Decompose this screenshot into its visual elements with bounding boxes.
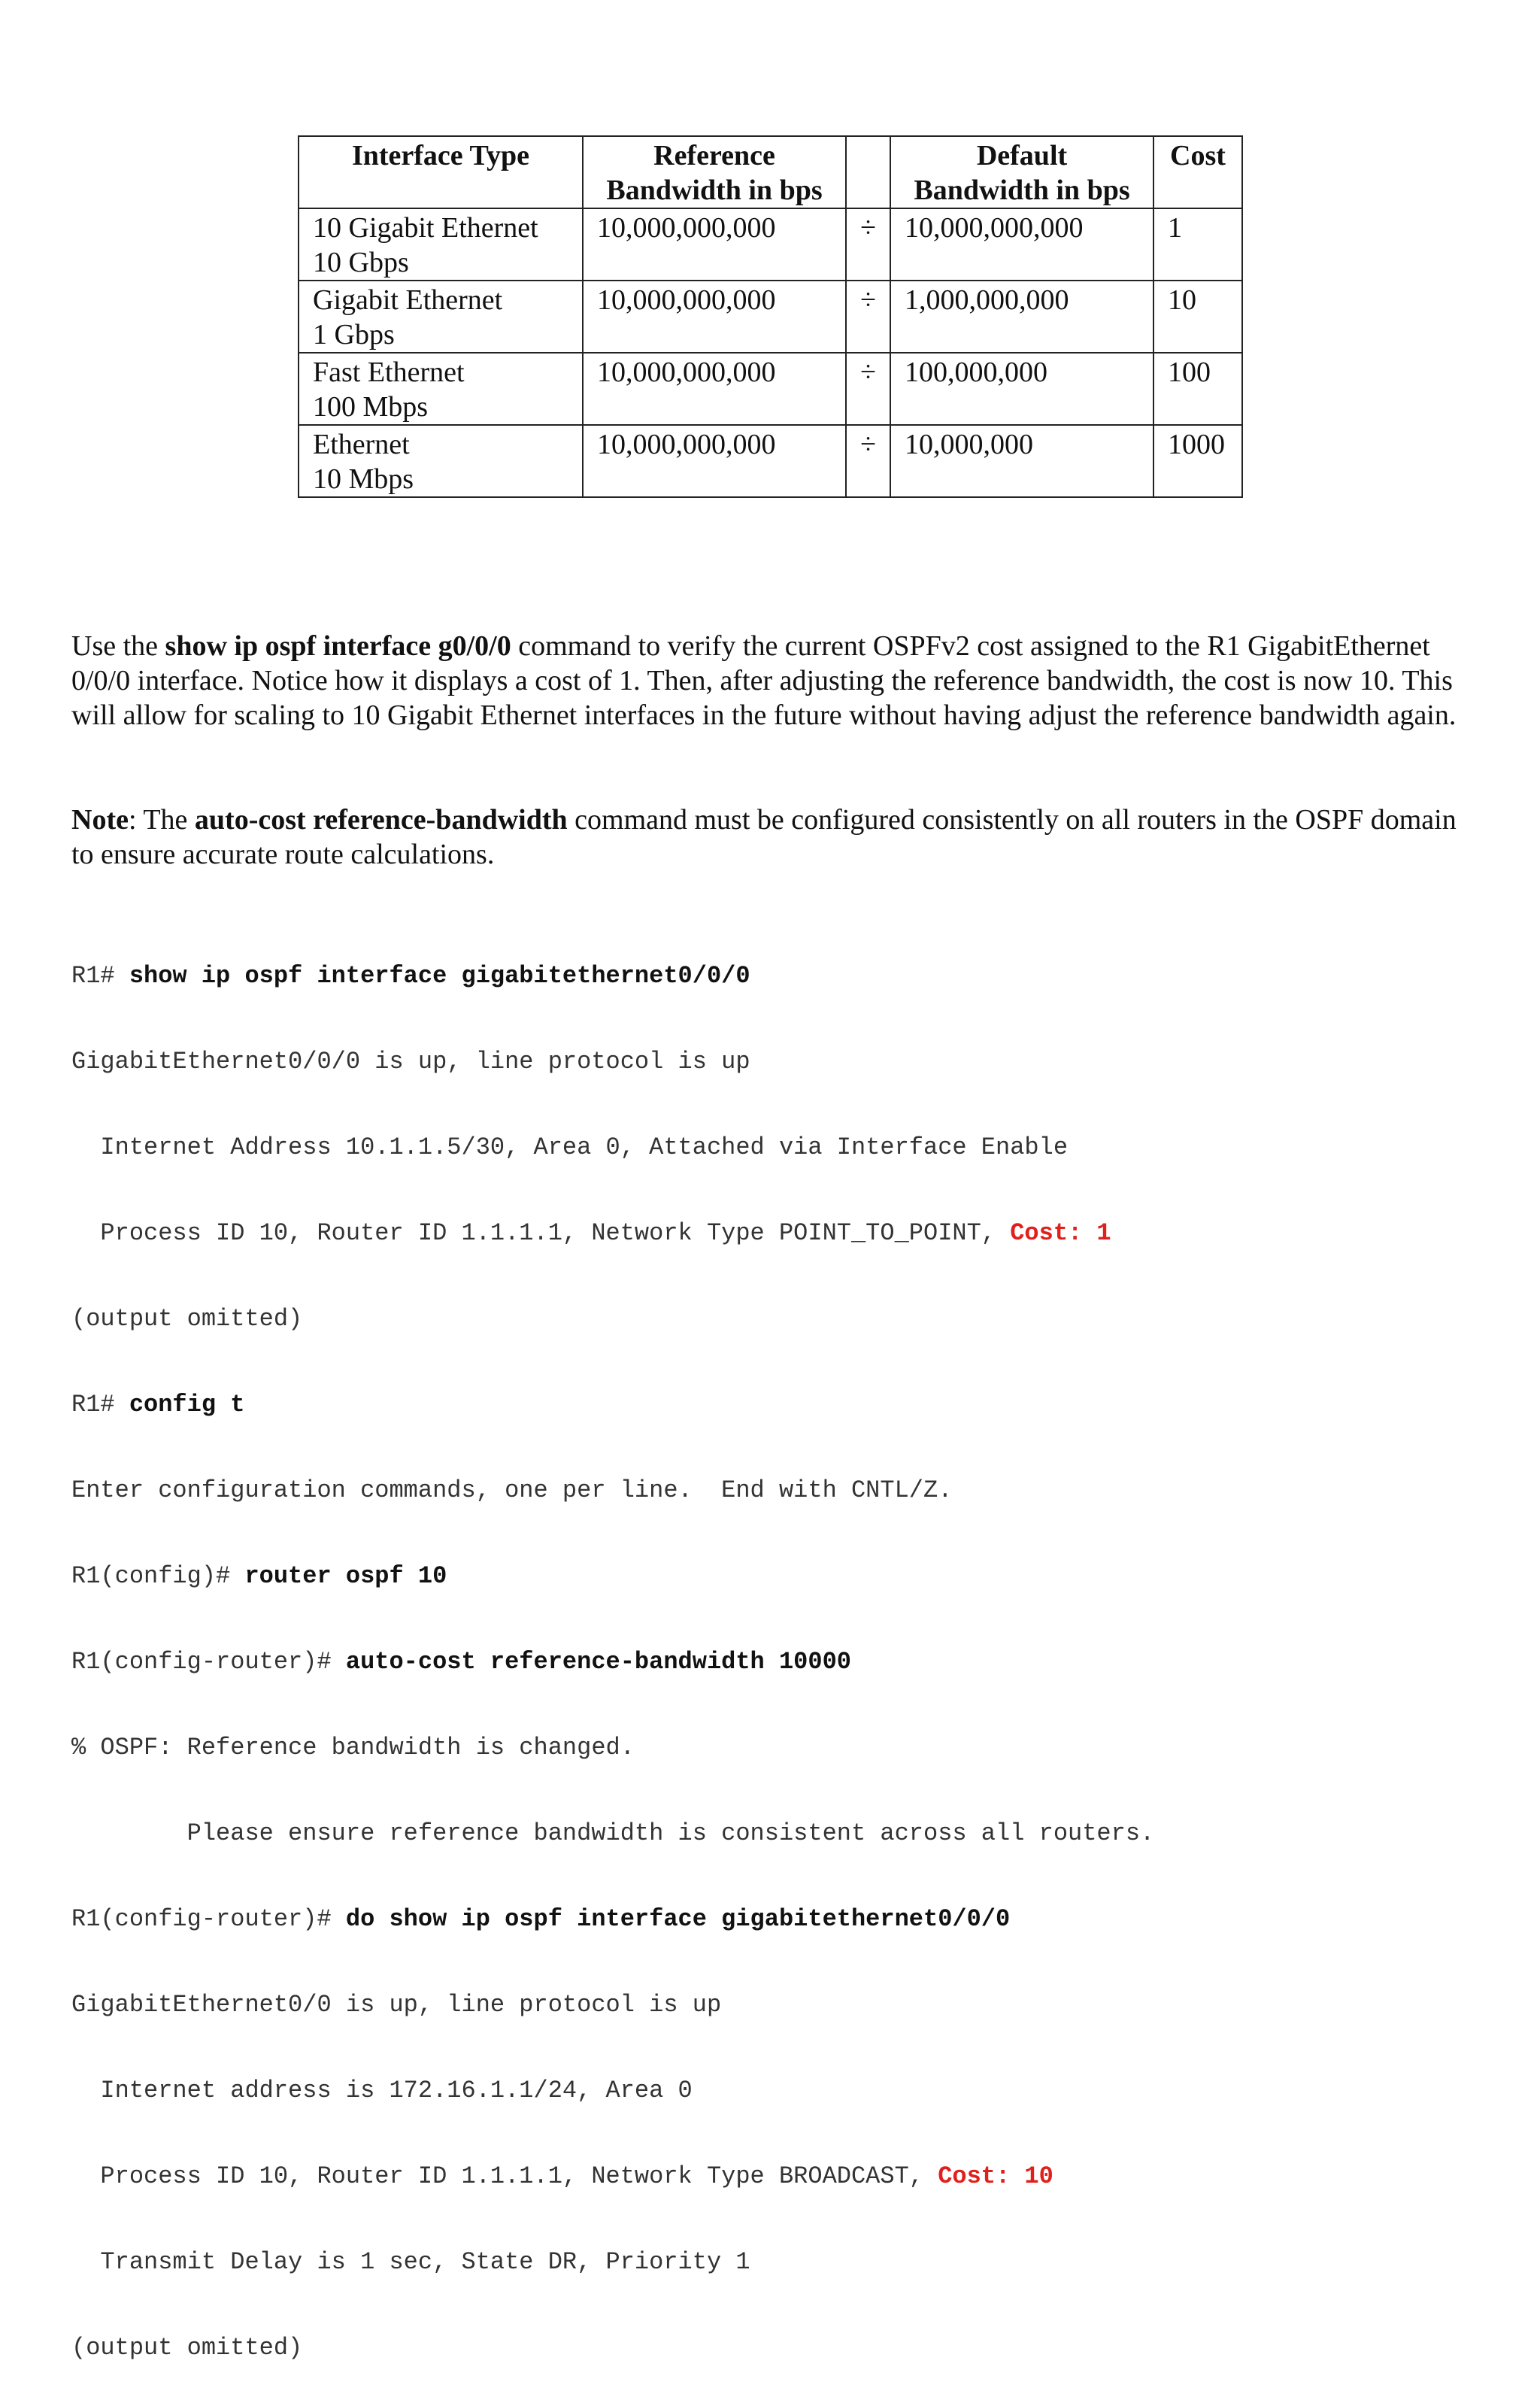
cell-interface-type: Ethernet 10 Mbps xyxy=(299,425,583,497)
cli-command: router ospf 10 xyxy=(244,1562,447,1590)
table-row xyxy=(299,208,1242,281)
cell-default-bandwidth: 10,000,000,000 xyxy=(890,208,1153,281)
cost-highlight: Cost: 1 xyxy=(1010,1219,1111,1247)
cell-interface-type: Gigabit Ethernet 1 Gbps xyxy=(299,281,583,353)
cli-output-line: Process ID 10, Router ID 1.1.1.1, Network Type POINT_TO_POINT, Cost: 1 xyxy=(71,1219,1111,1247)
header-reference-bandwidth: Reference Bandwidth in bps xyxy=(583,136,846,208)
cli-command-line: R1(config-router)# auto-cost reference-bandwidth 10000 xyxy=(71,1648,851,1676)
cell-interface-type: 10 Gigabit Ethernet 10 Gbps xyxy=(299,208,583,281)
cli-output-line: Please ensure reference bandwidth is consistent across all routers. xyxy=(71,1819,1155,1847)
cost-highlight: Cost: 10 xyxy=(938,2162,1053,2190)
cli-output-line: Process ID 10, Router ID 1.1.1.1, Network Type BROADCAST, Cost: 10 xyxy=(71,2162,1053,2190)
table-row xyxy=(299,353,1242,425)
cell-default-bandwidth: 1,000,000,000 xyxy=(890,281,1153,353)
cli-output-line: Internet address is 172.16.1.1/24, Area 0 xyxy=(71,2077,693,2104)
paragraph-text: command to verify the current OSPFv2 cost assigned to the R1 GigabitEthernet 0/0/0 interface. Notice how it displays a cost of 1. Then, after adjusting the reference bandwidth, the cost is now 10. This will allow for scaling to 10 Gigabit Ethernet interfaces in the future without having adjust the reference bandwidth again. xyxy=(71,630,1457,731)
paragraph-text: Use the xyxy=(71,630,165,662)
cli-command-line: R1# config t xyxy=(71,1391,245,1419)
paragraph-text: command must be configured consistently on all routers in the OSPF domain to ensure accurate route calculations. xyxy=(71,804,1457,870)
header-default-bandwidth: Default Bandwidth in bps xyxy=(890,136,1153,208)
cli-command-line: R1(config)# router ospf 10 xyxy=(71,1562,447,1590)
cli-output-line: Transmit Delay is 1 sec, State DR, Priority 1 xyxy=(71,2248,750,2276)
cli-command-line: R1(config-router)# do show ip ospf interface gigabitethernet0/0/0 xyxy=(71,1905,1011,1933)
table-row xyxy=(299,425,1242,497)
paragraph-text: : The xyxy=(128,804,195,836)
division-symbol: ÷ xyxy=(846,353,890,425)
cli-output-line: Internet Address 10.1.1.5/30, Area 0, Attached via Interface Enable xyxy=(71,1133,1069,1161)
cli-output-line: % OSPF: Reference bandwidth is changed. xyxy=(71,1734,635,1761)
cell-cost: 1000 xyxy=(1153,425,1242,497)
cell-default-bandwidth: 100,000,000 xyxy=(890,353,1153,425)
verification-paragraph xyxy=(71,629,1485,733)
cell-reference-bandwidth: 10,000,000,000 xyxy=(583,353,846,425)
note-paragraph xyxy=(71,803,1485,872)
cell-reference-bandwidth: 10,000,000,000 xyxy=(583,281,846,353)
cell-interface-type: Fast Ethernet 100 Mbps xyxy=(299,353,583,425)
cli-output-line: (output omitted) xyxy=(71,1305,303,1333)
division-symbol: ÷ xyxy=(846,208,890,281)
cell-cost: 100 xyxy=(1153,353,1242,425)
command-name: show ip ospf interface g0/0/0 xyxy=(165,630,511,662)
table-header-row xyxy=(299,136,1242,208)
table-row xyxy=(299,281,1242,353)
cli-command-line: R1# show ip ospf interface gigabitethernet0/0/0 xyxy=(71,962,750,990)
cli-output-line: Enter configuration commands, one per line. End with CNTL/Z. xyxy=(71,1476,953,1504)
cli-output-line: GigabitEthernet0/0 is up, line protocol is up xyxy=(71,1991,722,2019)
cell-reference-bandwidth: 10,000,000,000 xyxy=(583,208,846,281)
header-divider xyxy=(846,136,890,208)
cli-output-line: (output omitted) xyxy=(71,2334,303,2362)
cell-reference-bandwidth: 10,000,000,000 xyxy=(583,425,846,497)
cli-command: auto-cost reference-bandwidth 10000 xyxy=(345,1648,851,1676)
division-symbol: ÷ xyxy=(846,281,890,353)
division-symbol: ÷ xyxy=(846,425,890,497)
cli-output-line: GigabitEthernet0/0/0 is up, line protocol is up xyxy=(71,1048,750,1076)
cli-command: do show ip ospf interface gigabitethernet0/0/0 xyxy=(345,1905,1011,1933)
header-cost: Cost xyxy=(1153,136,1242,208)
ospf-cost-table xyxy=(298,135,1243,498)
command-name: auto-cost reference-bandwidth xyxy=(194,804,568,836)
cli-output xyxy=(71,905,1154,2391)
cli-command: config t xyxy=(129,1391,245,1419)
note-label: Note xyxy=(71,804,129,836)
cell-cost: 10 xyxy=(1153,281,1242,353)
cell-default-bandwidth: 10,000,000 xyxy=(890,425,1153,497)
cli-command: show ip ospf interface gigabitethernet0/0/0 xyxy=(129,962,750,990)
header-interface-type: Interface Type xyxy=(299,136,583,208)
cell-cost: 1 xyxy=(1153,208,1242,281)
